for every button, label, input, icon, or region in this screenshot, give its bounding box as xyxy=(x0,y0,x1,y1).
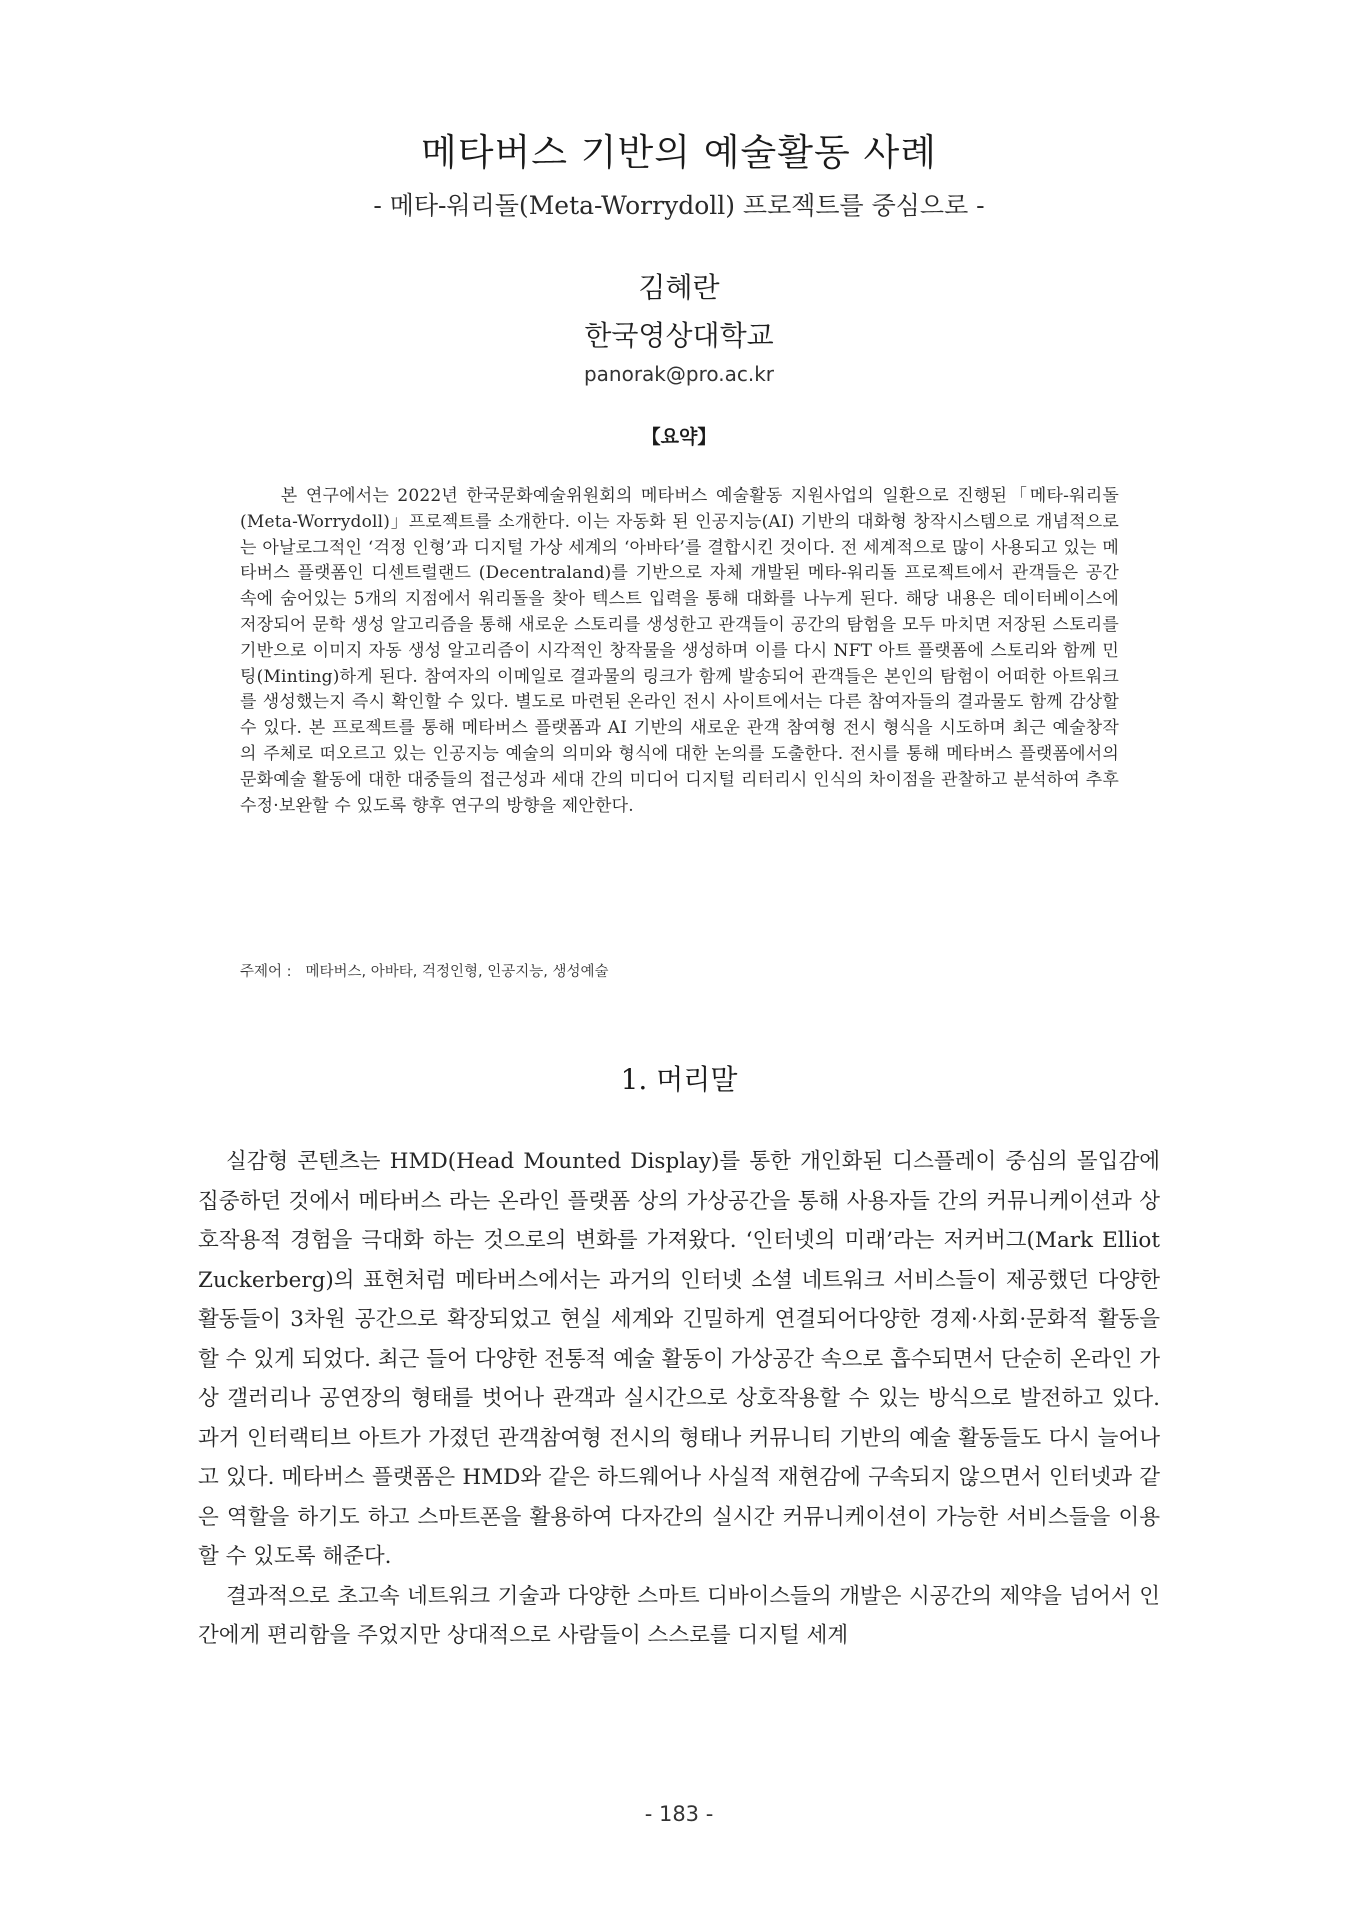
paper-subtitle: - 메타-워리돌(Meta-Worrydoll) 프로젝트를 중심으로 - xyxy=(373,191,985,220)
section-body xyxy=(198,1142,1160,1656)
abstract-heading: 【요약】 xyxy=(641,426,717,448)
author-affiliation: 한국영상대학교 xyxy=(584,319,774,352)
abstract-text: 본 연구에서는 2022년 한국문화예술위원회의 메타버스 예술활동 지원사업의 일환으로 진행된「메타-워리돌 (Meta-Worrydoll)」프로젝트를 소개한다. 이는 자동화 된 인공지능(AI) 기반의 대화형 창작시스템으로 개념적으로는 아날로그적인 ‘걱정 인형’과 디지털 가상 세계의 ‘아바타’를 결합시킨 것이다. 전 세계적으로 많이 사용되고 있는 메타버스 플랫폼인 디센트럴랜드 (Decentraland)를 기반으로 자체 개발된 메타-워리돌 프로젝트에서 관객들은 공간 속에 숨어있는 5개의 지점에서 워리돌을 찾아 텍스트 입력을 통해 대화를 나누게 된다. 해당 내용은 데이터베이스에 저장되어 문학 생성 알고리즘을 통해 새로운 스토리를 생성한고 관객들이 공간의 탐험을 모두 마치면 저장된 스토리를 기반으로 이미지 자동 생성 알고리즘이 시각적인 창작물을 생성하며 이를 다시 NFT 아트 플랫폼에 스토리와 함께 민팅(Minting)하게 된다. 참여자의 이메일로 결과물의 링크가 함께 발송되어 관객들은 본인의 탐험이 어떠한 아트워크를 생성했는지 즉시 확인할 수 있다. 별도로 마련된 온라인 전시 사이트에서는 다른 참여자들의 결과물도 함께 감상할 수 있다. 본 프로젝트를 통해 메타버스 플랫폼과 AI 기반의 새로운 관객 참여형 전시 형식을 시도하며 최근 예술창작의 주체로 떠오르고 있는 인공지능 예술의 의미와 형식에 대한 논의를 도출한다. 전시를 통해 메타버스 플랫폼에서의 문화예술 활동에 대한 대중들의 접근성과 세대 간의 미디어 디지털 리터리시 인식의 차이점을 관찰하고 분석하여 추후 수정·보완할 수 있도록 향후 연구의 방향을 제안한다. xyxy=(240,486,1119,816)
section-heading: 1. 머리말 xyxy=(620,1063,738,1096)
keywords-label: 주제어 : xyxy=(240,964,292,980)
author-name: 김혜란 xyxy=(638,271,720,304)
page-number: - 183 - xyxy=(644,1802,714,1826)
keywords xyxy=(240,960,609,981)
paper-title: 메타버스 기반의 예술활동 사례 xyxy=(421,131,937,174)
keywords-list: 메타버스, 아바타, 걱정인형, 인공지능, 생성예술 xyxy=(305,964,609,980)
body-paragraph: 실감형 콘텐츠는 HMD(Head Mounted Display)를 통한 개인화된 디스플레이 중심의 몰입감에 집중하던 것에서 메타버스 라는 온라인 플랫폼 상의 가상공간을 통해 사용자들 간의 커뮤니케이션과 상호작용적 경험을 극대화 하는 것으로의 변화를 가져왔다. ‘인터넷의 미래’라는 저커버그(Mark Elliot Zuckerberg)의 표현처럼 메타버스에서는 과거의 인터넷 소셜 네트워크 서비스들이 제공했던 다양한 활동들이 3차원 공간으로 확장되었고 현실 세계와 긴밀하게 연결되어다양한 경제·사회·문화적 활동을 할 수 있게 되었다. 최근 들어 다양한 전통적 예술 활동이 가상공간 속으로 흡수되면서 단순히 온라인 가상 갤러리나 공연장의 형태를 벗어나 관객과 실시간으로 상호작용할 수 있는 방식으로 발전하고 있다. 과거 인터랙티브 아트가 가졌던 관객참여형 전시의 형태나 커뮤니티 기반의 예술 활동들도 다시 늘어나고 있다. 메타버스 플랫폼은 HMD와 같은 하드웨어나 사실적 재현감에 구속되지 않으면서 인터넷과 같은 역할을 하기도 하고 스마트폰을 활용하여 다자간의 실시간 커뮤니케이션이 가능한 서비스들을 이용할 수 있도록 해준다. xyxy=(198,1149,1160,1569)
body-paragraph: 결과적으로 초고속 네트워크 기술과 다양한 스마트 디바이스들의 개발은 시공간의 제약을 넘어서 인간에게 편리함을 주었지만 상대적으로 사람들이 스스로를 디지털 세계 xyxy=(198,1583,1160,1648)
author-email: panorak@pro.ac.kr xyxy=(583,362,775,386)
